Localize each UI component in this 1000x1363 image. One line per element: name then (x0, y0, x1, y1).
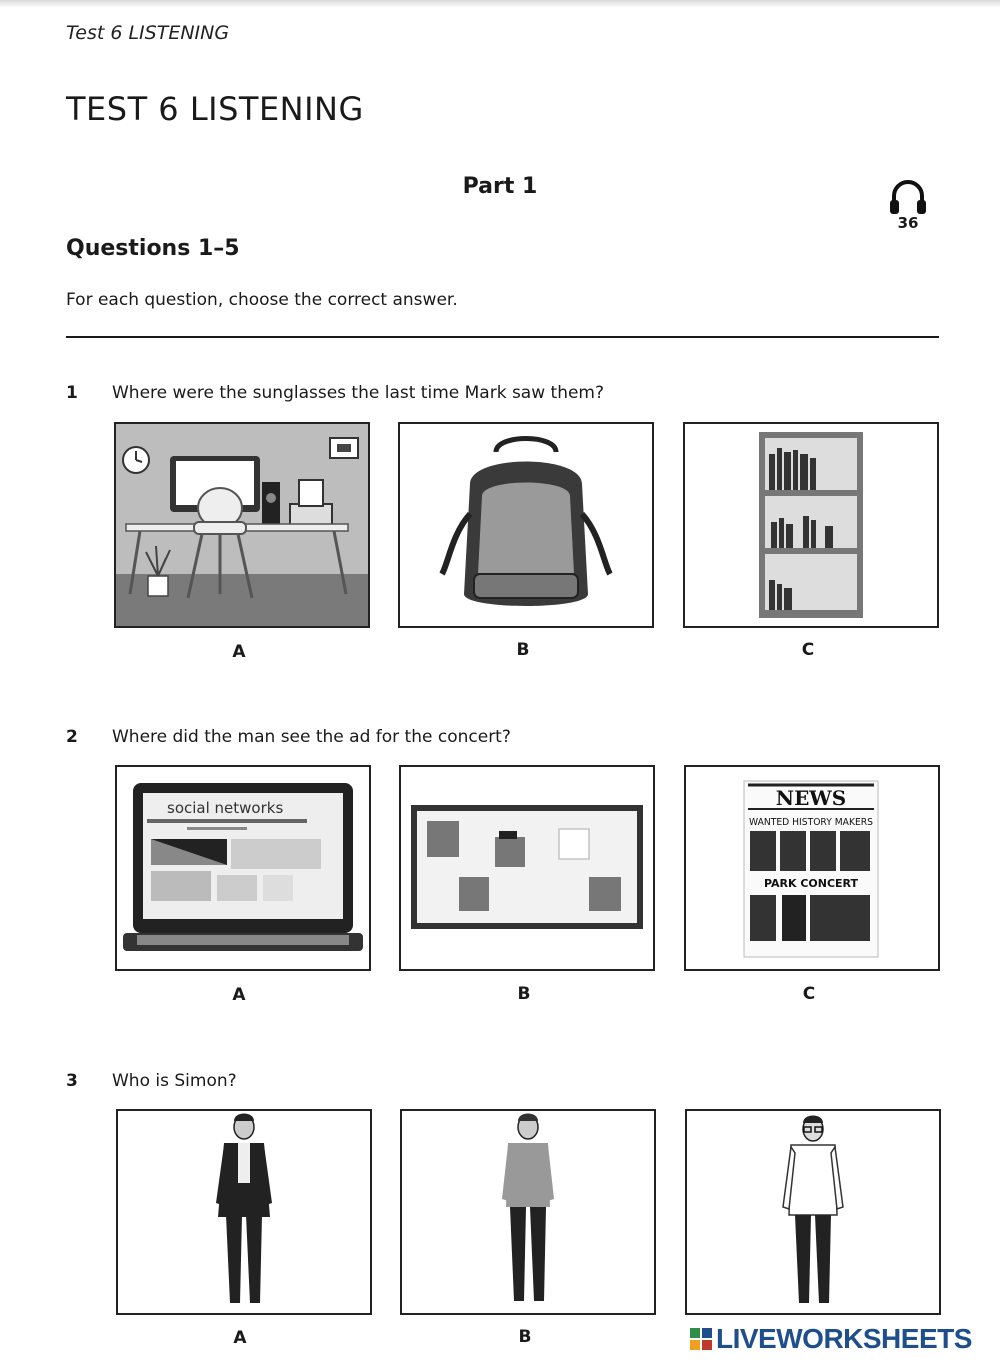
newspaper-title: NEWS (775, 786, 847, 810)
liveworksheets-logo-icon (690, 1328, 712, 1350)
picture-bookcase[interactable] (683, 422, 939, 628)
option-label[interactable]: A (232, 985, 246, 1005)
page-top-shadow (0, 0, 1000, 8)
running-header: Test 6 LISTENING (66, 22, 230, 44)
question-text: Where were the sunglasses the last time Mark saw them? (112, 383, 605, 403)
picture-newspaper[interactable] (684, 765, 940, 971)
newspaper-subhead: PARK CONCERT (763, 877, 859, 890)
audio-track-badge[interactable] (886, 176, 930, 236)
picture-notice-board[interactable] (399, 765, 655, 971)
question-text: Where did the man see the ad for the concert? (112, 727, 511, 747)
divider (66, 336, 939, 338)
question-number: 3 (66, 1071, 78, 1091)
option-label[interactable]: B (517, 984, 531, 1004)
picture-backpack[interactable] (398, 422, 654, 628)
question-number: 1 (66, 383, 78, 403)
watermark-text: LIVEWORKSHEETS (716, 1323, 972, 1354)
part-heading: Part 1 (462, 174, 538, 199)
liveworksheets-watermark (690, 1322, 972, 1356)
option-label[interactable]: A (232, 642, 246, 662)
instructions: For each question, choose the correct answer. (66, 290, 458, 310)
picture-desk[interactable] (114, 422, 370, 628)
picture-laptop[interactable] (115, 765, 371, 971)
option-label[interactable]: C (802, 984, 816, 1004)
questions-heading: Questions 1–5 (66, 236, 240, 261)
headphones-icon (886, 176, 930, 216)
newspaper-headline: WANTED HISTORY MAKERS (749, 817, 873, 828)
page-title: TEST 6 LISTENING (66, 90, 364, 128)
question-number: 2 (66, 727, 78, 747)
option-label[interactable]: C (801, 640, 815, 660)
option-label[interactable]: B (516, 640, 530, 660)
picture-man-shirt[interactable] (400, 1109, 656, 1315)
laptop-screen-text: social networks (167, 799, 284, 817)
option-label[interactable]: B (518, 1327, 532, 1347)
question-text: Who is Simon? (112, 1071, 237, 1091)
track-number: 36 (897, 214, 919, 232)
picture-man-jacket[interactable] (116, 1109, 372, 1315)
picture-man-glasses[interactable] (685, 1109, 941, 1315)
option-label[interactable]: A (233, 1328, 247, 1348)
